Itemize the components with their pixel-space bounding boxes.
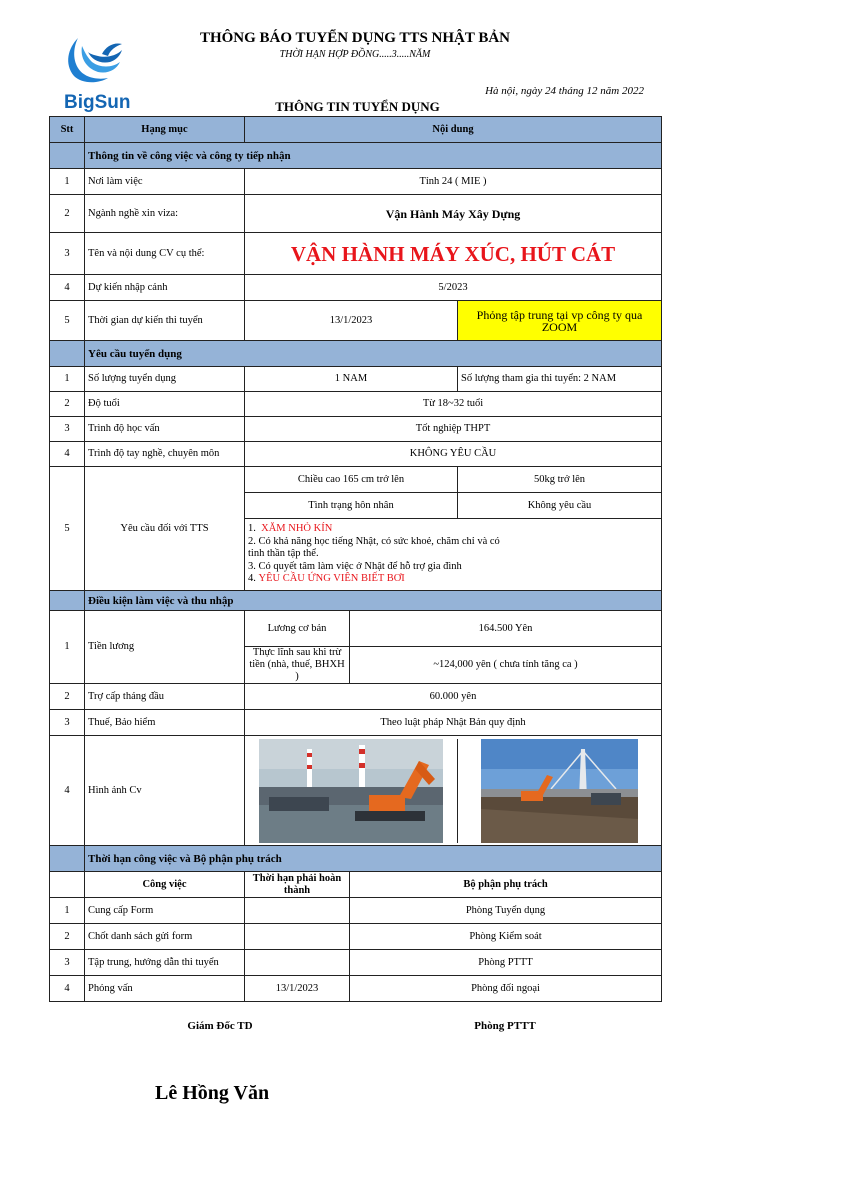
table-row: 3 Thuế, Bảo hiểm Theo luật pháp Nhật Bản quy định <box>50 710 662 736</box>
exam-note: Phỏng tập trung tại vp công ty qua ZOOM <box>458 301 662 341</box>
net-salary-label: Thực lĩnh sau khi trừ tiền (nhà, thuế, BHXH ) <box>245 647 350 684</box>
table-row: 1 Nơi làm việc Tỉnh 24 ( MIE ) <box>50 169 662 195</box>
excavator-photo-2 <box>481 739 638 843</box>
col-content: Nội dung <box>245 117 662 143</box>
table-row: 2 Chốt danh sách gửi form Phòng Kiểm soát <box>50 924 662 950</box>
job-title: VẬN HÀNH MÁY XÚC, HÚT CÁT <box>245 233 662 275</box>
salary-label: Tiền lương <box>85 611 245 684</box>
job-images-label: Hình ảnh Cv <box>85 736 245 846</box>
first-month-allowance: 60.000 yên <box>245 684 662 710</box>
table-row: 5 Thời gian dự kiến thi tuyển 13/1/2023 Phỏng tập trung tại vp công ty qua ZOOM <box>50 301 662 341</box>
tattoo-requirement: XĂM NHỎ KÍN <box>261 523 333 535</box>
table-row: 3 Trình độ học vấn Tốt nghiệp THPT <box>50 417 662 442</box>
contract-term: THỜI HẠN HỢP ĐỒNG.....3.....NĂM <box>279 49 431 60</box>
section-schedule <box>50 846 662 872</box>
visa-occupation: Vận Hành Máy Xây Dựng <box>245 195 662 233</box>
section-title: Yêu cầu tuyển dụng <box>85 341 662 367</box>
section-title: Thông tin về công việc và công ty tiếp nhận <box>85 143 662 169</box>
table-row: 1 Tiền lương Lương cơ bản 164.500 Yên <box>50 611 662 647</box>
swimming-requirement: YÊU CẦU ỨNG VIÊN BIẾT BƠI <box>258 573 405 585</box>
excavator-photo-1 <box>259 739 443 843</box>
section-title: Điều kiện làm việc và thu nhập <box>85 591 662 611</box>
col-item: Hạng mục <box>85 117 245 143</box>
section-job-info <box>50 143 662 169</box>
education-level: Tốt nghiệp THPT <box>245 417 662 442</box>
table-row: 5 Yêu cầu đối với TTS Chiều cao 165 cm trở lên 50kg trở lên <box>50 467 662 493</box>
col-deadline: Thời hạn phải hoàn thành <box>245 872 350 898</box>
document-title: THÔNG BÁO TUYỂN DỤNG TTS NHẬT BẢN <box>199 30 511 46</box>
table-row: 1 Cung cấp Form Phòng Tuyển dụng <box>50 898 662 924</box>
workplace-value: Tỉnh 24 ( MIE ) <box>245 169 662 195</box>
bigsun-logo <box>58 30 134 112</box>
quantity-value: 1 NAM <box>245 367 458 392</box>
signature-department: Phòng PTTT <box>474 1020 536 1032</box>
requirement-list: 1. XĂM NHỎ KÍN 2. Có khả năng học tiếng Nhật, có sức khoẻ, chăm chỉ và có tinh thần tập thể. 3. Có quyết tâm làm việc ở Nhật để hỗ trợ gia đình 4. YÊU CẦU ỨNG VIÊN BIẾT BƠI <box>245 519 662 591</box>
table-row: 4 Hình ảnh Cv <box>50 736 662 846</box>
schedule-header-row <box>50 872 662 898</box>
table-row: 3 Tên và nội dung CV cụ thể: VẬN HÀNH MÁY XÚC, HÚT CÁT <box>50 233 662 275</box>
exam-date: 13/1/2023 <box>245 301 458 341</box>
section-title: Thời hạn công việc và Bộ phận phụ trách <box>85 846 662 872</box>
table-row: 1 Số lượng tuyển dụng 1 NAM Số lượng tham gia thi tuyển: 2 NAM <box>50 367 662 392</box>
tax-insurance: Theo luật pháp Nhật Bản quy định <box>245 710 662 736</box>
signer-name: Lê Hồng Văn <box>155 1082 270 1104</box>
table-row: 3 Tập trung, hướng dẫn thi tuyển Phòng PTTT <box>50 950 662 976</box>
trainee-requirements-label: Yêu cầu đối với TTS <box>85 467 245 591</box>
marital-value: Không yêu cầu <box>458 493 662 519</box>
col-task: Công việc <box>85 872 245 898</box>
col-stt: Stt <box>50 117 85 143</box>
table-row: 4 Trình độ tay nghề, chuyên môn KHÔNG YÊU CẦU <box>50 442 662 467</box>
age-range: Từ 18~32 tuổi <box>245 392 662 417</box>
exam-quantity: Số lượng tham gia thi tuyển: 2 NAM <box>458 367 662 392</box>
table-title: THÔNG TIN TUYỂN DỤNG <box>275 99 440 114</box>
svg-text:BigSun: BigSun <box>64 92 131 112</box>
marital-label: Tình trạng hôn nhân <box>245 493 458 519</box>
height-requirement: Chiều cao 165 cm trở lên <box>245 467 458 493</box>
base-salary-label: Lương cơ bản <box>245 611 350 647</box>
net-salary-value: ~124,000 yên ( chưa tính tăng ca ) <box>350 647 662 684</box>
section-conditions <box>50 591 662 611</box>
entry-date: 5/2023 <box>245 275 662 301</box>
recruitment-table <box>49 116 662 1002</box>
table-row: 2 Ngành nghề xin viza: Vận Hành Máy Xây Dựng <box>50 195 662 233</box>
weight-requirement: 50kg trở lên <box>458 467 662 493</box>
table-row: 4 Dự kiến nhập cảnh 5/2023 <box>50 275 662 301</box>
table-row: 2 Độ tuổi Từ 18~32 tuổi <box>50 392 662 417</box>
skill-level: KHÔNG YÊU CẦU <box>245 442 662 467</box>
signature-director: Giám Đốc TD <box>187 1020 253 1032</box>
document-date: Hà nội, ngày 24 tháng 12 năm 2022 <box>485 85 644 97</box>
col-department: Bộ phận phụ trách <box>350 872 662 898</box>
table-row: 2 Trợ cấp tháng đầu 60.000 yên <box>50 684 662 710</box>
table-row: 4 Phỏng vấn 13/1/2023 Phòng đối ngoại <box>50 976 662 1002</box>
section-requirements <box>50 341 662 367</box>
base-salary-value: 164.500 Yên <box>350 611 662 647</box>
header-row <box>50 117 662 143</box>
